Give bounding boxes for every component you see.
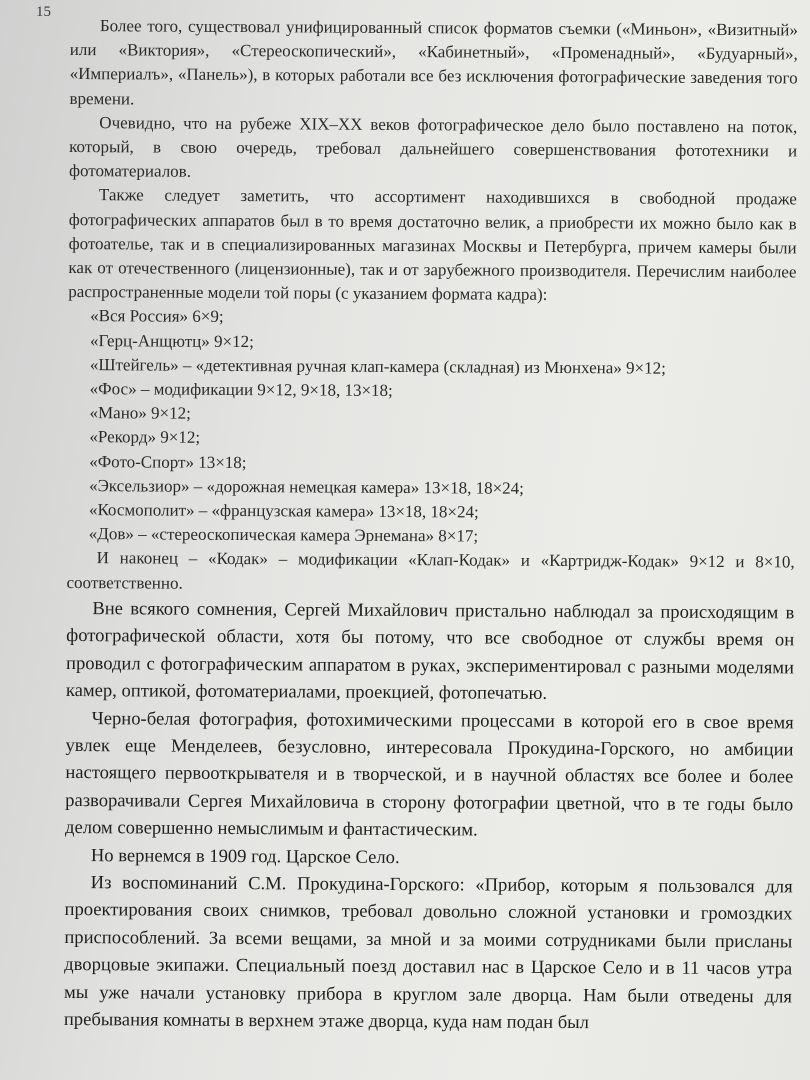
paragraph-assortment: Также следует заметить, что ассортимент находившихся в свободной продаже фотографических аппаратов был в то время достаточно велик, а приобрести их можно было как в фотоателье, так и в специализированных магазинах Москвы и Петербурга, причем камеры были как от отечественного (лицензионные), так и от зарубежного производителя. Перечислим наиболее распространенные модели той поры (с указанием формата кадра): — [68, 185, 797, 305]
paragraph-kodak: И наконец – «Кодак» – модификации «Клап-Кодак» и «Картридж-Кодак» 9×12 и 8×10, соответственно. — [66, 548, 795, 593]
list-item: «Мано» 9×12; — [89, 403, 191, 423]
paragraph-formats: Более того, существовал унифицированный список форматов съемки («Миньон», «Визитный» или «Виктория», «Стереоскопический», «Кабинетный», «Променадный», «Будуарный», «Империалъ», «Панель»), в которых работали все без исключения фотографические заведения того времени. — [69, 16, 798, 109]
list-item: «Космополит» – «французская камера» 13×18, 18×24; — [88, 500, 479, 522]
list-item: «Вся Россия» 6×9; — [90, 306, 224, 327]
list-item: «Штейгель» – «детективная ручная клап-камера (складная) из Мюнхена» 9×12; — [89, 354, 666, 378]
list-item: «Фото-Спорт» 13×18; — [89, 451, 247, 472]
body-text — [64, 14, 798, 1038]
paragraph-1909: Но вернемся в 1909 год. Царское Село. — [90, 844, 400, 868]
paragraph-industry: Очевидно, что на рубеже XIX–XX веков фотографическое дело было поставлено на поток, который, в свою очередь, требовал дальнейшего совершенствования фототехники и фотоматериалов. — [68, 112, 798, 181]
list-item: «Фос» – модификации 9×12, 9×18, 13×18; — [89, 379, 393, 401]
list-item: «Герц-Анщютц» 9×12; — [89, 330, 254, 351]
page-number: 15 — [36, 4, 51, 20]
large-text-section — [64, 595, 795, 1038]
list-item: «Дов» – «стереоскопическая камера Эрнемана» 8×17; — [88, 524, 479, 546]
paragraph-observation: Вне всякого сомнения, Сергей Михайлович пристально наблюдал за происходящим в фотографической области, хотя бы потому, что все свободное от службы время он проводил с фотографическим аппаратом в руках, экспериментировал с разными моделями камер, оптикой, фотоматериалами, проекцией, фотопечатью. — [65, 598, 795, 705]
camera-list — [67, 304, 796, 550]
paragraph-memoir: Из воспоминаний С.М. Прокудина-Горского: «Прибор, которым я пользовался для проектирования своих снимков, требовал довольно сложной установки и громоздких приспособлений. За всеми вещами, за мной и за моими сотрудниками были присланы дворцовые экипажи. Специальный поезд доставил нас в Царское Село и в 11 часов утра мы уже начали установку прибора в круглом зале дворца. Нам были отведены для пребывания комнаты в верхнем этаже дворца, куда нам подан был — [63, 872, 793, 1034]
paragraph-color-photo: Черно-белая фотография, фотохимическими процессами в которой его в свое время увлек еще Менделеев, безусловно, интересовала Прокудина-Горского, но амбиции настоящего первооткрывателя и в творческой, и в научной областях все более и более разворачивали Сергея Михайловича в сторону фотографии цветной, что в те годы было делом совершенно немыслимым и фантастическим. — [64, 707, 794, 841]
list-item: «Эксельзиор» – «дорожная немецкая камера» 13×18, 18×24; — [89, 475, 524, 498]
list-item: «Рекорд» 9×12; — [89, 427, 201, 448]
